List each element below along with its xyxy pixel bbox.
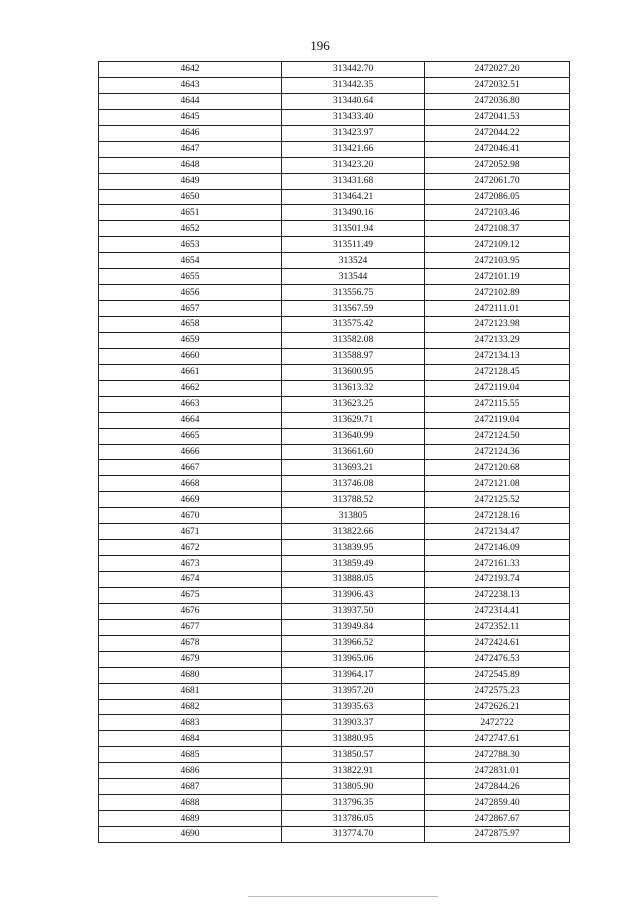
page-number: 196 bbox=[310, 38, 330, 53]
y-coordinate-cell: 2472036.80 bbox=[425, 93, 570, 109]
y-coordinate-cell: 2472119.04 bbox=[425, 412, 570, 428]
point-number-cell: 4642 bbox=[99, 62, 282, 78]
point-number-cell: 4664 bbox=[99, 412, 282, 428]
x-coordinate-cell: 313442.35 bbox=[282, 77, 425, 93]
y-coordinate-cell: 2472027.20 bbox=[425, 62, 570, 78]
point-number-cell: 4688 bbox=[99, 795, 282, 811]
table-row bbox=[99, 699, 570, 715]
y-coordinate-cell: 2472121.08 bbox=[425, 476, 570, 492]
x-coordinate-cell: 313805 bbox=[282, 508, 425, 524]
y-coordinate-cell: 2472314.41 bbox=[425, 603, 570, 619]
y-coordinate-cell: 2472101.19 bbox=[425, 269, 570, 285]
x-coordinate-cell: 313442.70 bbox=[282, 62, 425, 78]
table-row bbox=[99, 795, 570, 811]
table-row bbox=[99, 221, 570, 237]
x-coordinate-cell: 313850.57 bbox=[282, 747, 425, 763]
point-number-cell: 4656 bbox=[99, 285, 282, 301]
point-number-cell: 4662 bbox=[99, 380, 282, 396]
coordinates-table-body bbox=[99, 62, 570, 843]
x-coordinate-cell: 313661.60 bbox=[282, 444, 425, 460]
x-coordinate-cell: 313556.75 bbox=[282, 285, 425, 301]
table-row bbox=[99, 125, 570, 141]
y-coordinate-cell: 2472875.97 bbox=[425, 827, 570, 843]
point-number-cell: 4683 bbox=[99, 715, 282, 731]
point-number-cell: 4645 bbox=[99, 109, 282, 125]
table-row bbox=[99, 77, 570, 93]
table-row bbox=[99, 332, 570, 348]
y-coordinate-cell: 2472052.98 bbox=[425, 157, 570, 173]
y-coordinate-cell: 2472086.05 bbox=[425, 189, 570, 205]
table-row bbox=[99, 253, 570, 269]
point-number-cell: 4660 bbox=[99, 348, 282, 364]
point-number-cell: 4671 bbox=[99, 524, 282, 540]
x-coordinate-cell: 313746.08 bbox=[282, 476, 425, 492]
x-coordinate-cell: 313880.95 bbox=[282, 731, 425, 747]
x-coordinate-cell: 313796.35 bbox=[282, 795, 425, 811]
x-coordinate-cell: 313839.95 bbox=[282, 540, 425, 556]
point-number-cell: 4676 bbox=[99, 603, 282, 619]
table-row bbox=[99, 269, 570, 285]
table-row bbox=[99, 285, 570, 301]
table-row bbox=[99, 603, 570, 619]
table-row bbox=[99, 460, 570, 476]
x-coordinate-cell: 313423.20 bbox=[282, 157, 425, 173]
x-coordinate-cell: 313613.32 bbox=[282, 380, 425, 396]
x-coordinate-cell: 313966.52 bbox=[282, 635, 425, 651]
x-coordinate-cell: 313490.16 bbox=[282, 205, 425, 221]
point-number-cell: 4686 bbox=[99, 763, 282, 779]
point-number-cell: 4669 bbox=[99, 492, 282, 508]
table-row bbox=[99, 157, 570, 173]
x-coordinate-cell: 313859.49 bbox=[282, 556, 425, 572]
x-coordinate-cell: 313822.66 bbox=[282, 524, 425, 540]
point-number-cell: 4659 bbox=[99, 332, 282, 348]
y-coordinate-cell: 2472722 bbox=[425, 715, 570, 731]
y-coordinate-cell: 2472032.51 bbox=[425, 77, 570, 93]
table-row bbox=[99, 731, 570, 747]
y-coordinate-cell: 2472859.40 bbox=[425, 795, 570, 811]
table-row bbox=[99, 301, 570, 317]
x-coordinate-cell: 313524 bbox=[282, 253, 425, 269]
table-row bbox=[99, 492, 570, 508]
table-row bbox=[99, 141, 570, 157]
table-row bbox=[99, 205, 570, 221]
point-number-cell: 4667 bbox=[99, 460, 282, 476]
point-number-cell: 4655 bbox=[99, 269, 282, 285]
table-row bbox=[99, 237, 570, 253]
x-coordinate-cell: 313964.17 bbox=[282, 667, 425, 683]
table-row bbox=[99, 508, 570, 524]
y-coordinate-cell: 2472103.95 bbox=[425, 253, 570, 269]
table-row bbox=[99, 572, 570, 588]
x-coordinate-cell: 313786.05 bbox=[282, 811, 425, 827]
y-coordinate-cell: 2472193.74 bbox=[425, 572, 570, 588]
x-coordinate-cell: 313567.59 bbox=[282, 301, 425, 317]
table-row bbox=[99, 348, 570, 364]
y-coordinate-cell: 2472041.53 bbox=[425, 109, 570, 125]
x-coordinate-cell: 313888.05 bbox=[282, 572, 425, 588]
x-coordinate-cell: 313693.21 bbox=[282, 460, 425, 476]
y-coordinate-cell: 2472111.01 bbox=[425, 301, 570, 317]
point-number-cell: 4665 bbox=[99, 428, 282, 444]
point-number-cell: 4679 bbox=[99, 651, 282, 667]
point-number-cell: 4644 bbox=[99, 93, 282, 109]
point-number-cell: 4687 bbox=[99, 779, 282, 795]
point-number-cell: 4689 bbox=[99, 811, 282, 827]
y-coordinate-cell: 2472109.12 bbox=[425, 237, 570, 253]
table-row bbox=[99, 763, 570, 779]
table-row bbox=[99, 364, 570, 380]
x-coordinate-cell: 313623.25 bbox=[282, 396, 425, 412]
table-row bbox=[99, 428, 570, 444]
x-coordinate-cell: 313440.64 bbox=[282, 93, 425, 109]
point-number-cell: 4674 bbox=[99, 572, 282, 588]
y-coordinate-cell: 2472867.67 bbox=[425, 811, 570, 827]
x-coordinate-cell: 313433.40 bbox=[282, 109, 425, 125]
x-coordinate-cell: 313949.84 bbox=[282, 619, 425, 635]
point-number-cell: 4672 bbox=[99, 540, 282, 556]
x-coordinate-cell: 313822.91 bbox=[282, 763, 425, 779]
x-coordinate-cell: 313582.08 bbox=[282, 332, 425, 348]
y-coordinate-cell: 2472108.37 bbox=[425, 221, 570, 237]
y-coordinate-cell: 2472575.23 bbox=[425, 683, 570, 699]
table-row bbox=[99, 811, 570, 827]
table-row bbox=[99, 651, 570, 667]
point-number-cell: 4658 bbox=[99, 317, 282, 333]
x-coordinate-cell: 313640.99 bbox=[282, 428, 425, 444]
y-coordinate-cell: 2472044.22 bbox=[425, 125, 570, 141]
x-coordinate-cell: 313544 bbox=[282, 269, 425, 285]
table-row bbox=[99, 619, 570, 635]
x-coordinate-cell: 313903.37 bbox=[282, 715, 425, 731]
point-number-cell: 4654 bbox=[99, 253, 282, 269]
table-row bbox=[99, 173, 570, 189]
y-coordinate-cell: 2472128.16 bbox=[425, 508, 570, 524]
point-number-cell: 4685 bbox=[99, 747, 282, 763]
table-row bbox=[99, 444, 570, 460]
y-coordinate-cell: 2472352.11 bbox=[425, 619, 570, 635]
y-coordinate-cell: 2472133.29 bbox=[425, 332, 570, 348]
point-number-cell: 4651 bbox=[99, 205, 282, 221]
y-coordinate-cell: 2472831.01 bbox=[425, 763, 570, 779]
x-coordinate-cell: 313774.70 bbox=[282, 827, 425, 843]
table-row bbox=[99, 827, 570, 843]
table-row bbox=[99, 476, 570, 492]
point-number-cell: 4663 bbox=[99, 396, 282, 412]
point-number-cell: 4657 bbox=[99, 301, 282, 317]
x-coordinate-cell: 313629.71 bbox=[282, 412, 425, 428]
table-row bbox=[99, 189, 570, 205]
table-row bbox=[99, 412, 570, 428]
x-coordinate-cell: 313431.68 bbox=[282, 173, 425, 189]
coordinates-table bbox=[98, 61, 570, 843]
table-row bbox=[99, 93, 570, 109]
y-coordinate-cell: 2472146.09 bbox=[425, 540, 570, 556]
table-row bbox=[99, 62, 570, 78]
x-coordinate-cell: 313511.49 bbox=[282, 237, 425, 253]
y-coordinate-cell: 2472124.36 bbox=[425, 444, 570, 460]
x-coordinate-cell: 313805.90 bbox=[282, 779, 425, 795]
x-coordinate-cell: 313421.66 bbox=[282, 141, 425, 157]
point-number-cell: 4684 bbox=[99, 731, 282, 747]
point-number-cell: 4661 bbox=[99, 364, 282, 380]
point-number-cell: 4643 bbox=[99, 77, 282, 93]
point-number-cell: 4682 bbox=[99, 699, 282, 715]
x-coordinate-cell: 313423.97 bbox=[282, 125, 425, 141]
table-row bbox=[99, 109, 570, 125]
x-coordinate-cell: 313937.50 bbox=[282, 603, 425, 619]
table-row bbox=[99, 715, 570, 731]
table-row bbox=[99, 779, 570, 795]
y-coordinate-cell: 2472238.13 bbox=[425, 587, 570, 603]
point-number-cell: 4670 bbox=[99, 508, 282, 524]
x-coordinate-cell: 313788.52 bbox=[282, 492, 425, 508]
x-coordinate-cell: 313588.97 bbox=[282, 348, 425, 364]
x-coordinate-cell: 313600.95 bbox=[282, 364, 425, 380]
x-coordinate-cell: 313575.42 bbox=[282, 317, 425, 333]
y-coordinate-cell: 2472476.53 bbox=[425, 651, 570, 667]
point-number-cell: 4647 bbox=[99, 141, 282, 157]
point-number-cell: 4668 bbox=[99, 476, 282, 492]
x-coordinate-cell: 313965.06 bbox=[282, 651, 425, 667]
footer-divider bbox=[248, 896, 438, 897]
y-coordinate-cell: 2472123.98 bbox=[425, 317, 570, 333]
point-number-cell: 4680 bbox=[99, 667, 282, 683]
table-row bbox=[99, 396, 570, 412]
point-number-cell: 4678 bbox=[99, 635, 282, 651]
point-number-cell: 4666 bbox=[99, 444, 282, 460]
table-row bbox=[99, 380, 570, 396]
point-number-cell: 4652 bbox=[99, 221, 282, 237]
y-coordinate-cell: 2472128.45 bbox=[425, 364, 570, 380]
y-coordinate-cell: 2472119.04 bbox=[425, 380, 570, 396]
point-number-cell: 4649 bbox=[99, 173, 282, 189]
table-row bbox=[99, 317, 570, 333]
y-coordinate-cell: 2472545.89 bbox=[425, 667, 570, 683]
point-number-cell: 4690 bbox=[99, 827, 282, 843]
point-number-cell: 4675 bbox=[99, 587, 282, 603]
y-coordinate-cell: 2472125.52 bbox=[425, 492, 570, 508]
table-row bbox=[99, 556, 570, 572]
y-coordinate-cell: 2472747.61 bbox=[425, 731, 570, 747]
y-coordinate-cell: 2472134.47 bbox=[425, 524, 570, 540]
x-coordinate-cell: 313906.43 bbox=[282, 587, 425, 603]
x-coordinate-cell: 313501.94 bbox=[282, 221, 425, 237]
y-coordinate-cell: 2472844.26 bbox=[425, 779, 570, 795]
y-coordinate-cell: 2472124.50 bbox=[425, 428, 570, 444]
y-coordinate-cell: 2472046.41 bbox=[425, 141, 570, 157]
x-coordinate-cell: 313935.63 bbox=[282, 699, 425, 715]
point-number-cell: 4681 bbox=[99, 683, 282, 699]
y-coordinate-cell: 2472102.89 bbox=[425, 285, 570, 301]
y-coordinate-cell: 2472103.46 bbox=[425, 205, 570, 221]
point-number-cell: 4648 bbox=[99, 157, 282, 173]
point-number-cell: 4653 bbox=[99, 237, 282, 253]
table-row bbox=[99, 524, 570, 540]
table-row bbox=[99, 667, 570, 683]
y-coordinate-cell: 2472161.33 bbox=[425, 556, 570, 572]
y-coordinate-cell: 2472115.55 bbox=[425, 396, 570, 412]
y-coordinate-cell: 2472788.30 bbox=[425, 747, 570, 763]
y-coordinate-cell: 2472134.13 bbox=[425, 348, 570, 364]
point-number-cell: 4673 bbox=[99, 556, 282, 572]
y-coordinate-cell: 2472120.68 bbox=[425, 460, 570, 476]
table-row bbox=[99, 683, 570, 699]
table-row bbox=[99, 635, 570, 651]
point-number-cell: 4677 bbox=[99, 619, 282, 635]
point-number-cell: 4650 bbox=[99, 189, 282, 205]
table-row bbox=[99, 540, 570, 556]
x-coordinate-cell: 313957.20 bbox=[282, 683, 425, 699]
point-number-cell: 4646 bbox=[99, 125, 282, 141]
table-row bbox=[99, 587, 570, 603]
table-row bbox=[99, 747, 570, 763]
y-coordinate-cell: 2472424.61 bbox=[425, 635, 570, 651]
y-coordinate-cell: 2472061.70 bbox=[425, 173, 570, 189]
y-coordinate-cell: 2472626.21 bbox=[425, 699, 570, 715]
x-coordinate-cell: 313464.21 bbox=[282, 189, 425, 205]
